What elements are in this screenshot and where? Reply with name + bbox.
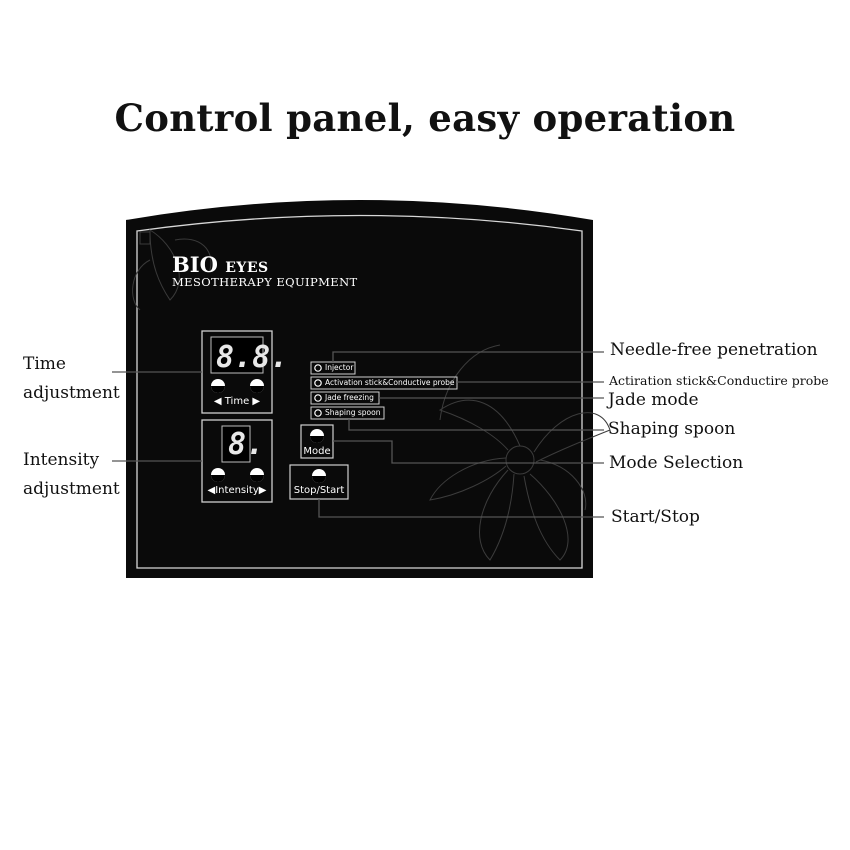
time-up-button[interactable] [250,379,264,393]
annotation-intensity: Intensity adjustment [23,450,120,499]
mode-item-shaping: Shaping spoon [325,408,381,417]
time-button-label: ◀ Time ▶ [213,396,261,407]
page-title: Control panel, easy operation [114,96,736,140]
annotation-mode-selection: Mode Selection [609,453,744,473]
mode-item-jade: Jade freezing [325,393,374,402]
annotation-needle-free: Needle-free penetration [610,340,818,360]
intensity-display-digits: 8. [228,427,265,462]
annotation-jade-mode: Jade mode [608,390,699,410]
brand-name: BIO EYES [172,252,269,277]
brand-subtitle: MESOTHERAPY EQUIPMENT [172,275,358,289]
intensity-up-button[interactable] [250,468,264,482]
mode-item-injector: Injector [325,363,354,372]
mode-item-activation: Activation stick&Conductive probe [325,378,455,387]
annotation-start-stop: Start/Stop [611,507,700,527]
annotation-activation: Actiration stick&Conductire probe [609,373,829,388]
mode-button-label: Mode [303,446,331,457]
start-stop-button[interactable] [312,469,326,483]
intensity-button-label: ◀Intensity▶ [207,485,267,496]
start-stop-button-label: Stop/Start [293,485,345,496]
time-display-digits: 8.8. [216,340,289,375]
intensity-down-button[interactable] [211,468,225,482]
annotation-time: Time adjustment [23,354,120,403]
annotation-shaping-spoon: Shaping spoon [608,419,736,439]
mode-button[interactable] [310,429,324,443]
time-down-button[interactable] [211,379,225,393]
